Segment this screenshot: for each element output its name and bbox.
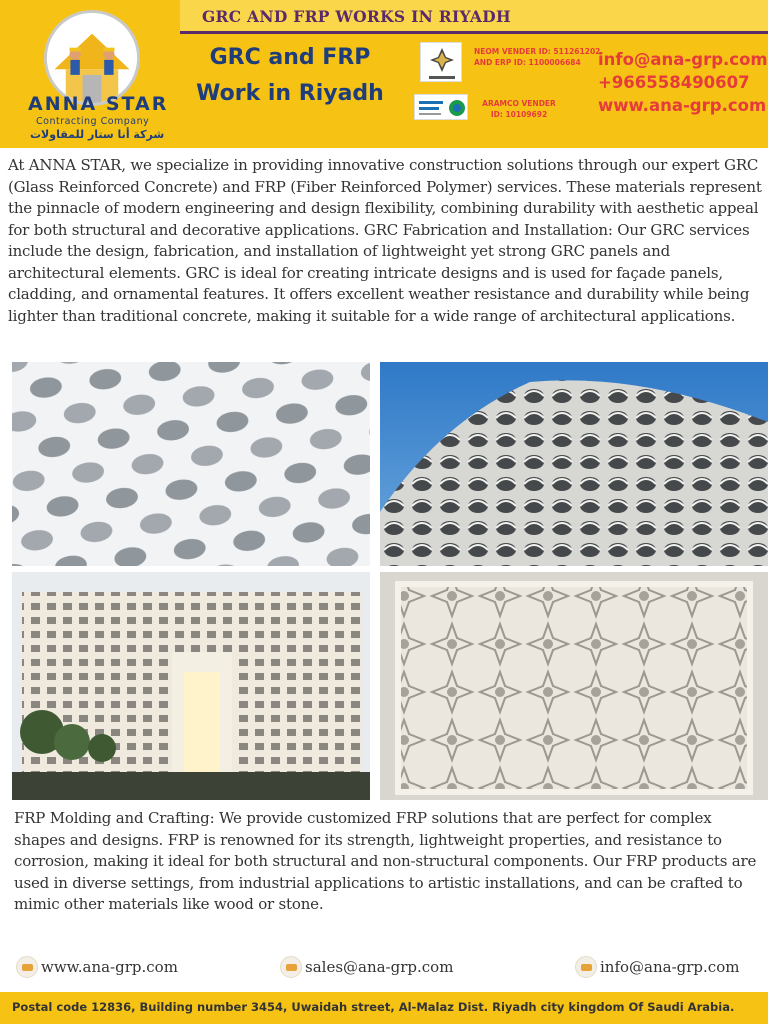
footer-bar — [0, 992, 768, 1024]
footer-sales-email-text: sales@ana-grp.com — [305, 958, 454, 976]
grc-screen-wall-photo — [12, 572, 370, 800]
neom-logo — [420, 42, 462, 82]
grc-dome-facade-photo — [380, 362, 768, 566]
aramco-logo — [414, 94, 468, 120]
logo-arabic-name: شركة أنا ستار للمقاولات — [30, 128, 165, 141]
aramco-vendor-line-2: ID: 10109692 — [490, 110, 548, 119]
frp-paragraph: FRP Molding and Crafting: We provide customized FRP solutions that are perfect for complex shapes and designs. FRP is renowned for its strength, lightweight properties, and resistance to corrosion, making it ideal for both structural and non-structural components. Our FRP products are used in diverse settings, from industrial applications to artistic installations, and can be crafted to mimic other materials like wood or stone. — [14, 809, 757, 913]
aramco-vendor-line-1: ARAMCO VENDER — [482, 99, 556, 108]
footer-info-email-text: info@ana-grp.com — [600, 958, 740, 976]
footer-info-email[interactable] — [575, 956, 739, 978]
footer-sales-email[interactable] — [280, 956, 453, 978]
globe-icon — [16, 956, 38, 978]
footer-website-text: www.ana-grp.com — [41, 958, 178, 976]
logo-name: ANNA STAR — [28, 93, 169, 115]
neom-vendor-line-1: NEOM VENDER ID: 511261202 — [474, 47, 601, 56]
neom-vendor-id — [474, 46, 604, 68]
header-phone-link[interactable]: +966558490607 — [598, 73, 750, 92]
header-website-link[interactable]: www.ana-grp.com — [598, 96, 767, 115]
mail-icon — [280, 956, 302, 978]
mail-icon — [575, 956, 597, 978]
aramco-emblem-icon — [415, 95, 469, 121]
top-banner — [180, 0, 768, 34]
company-logo — [44, 10, 140, 106]
neom-vendor-line-2: AND ERP ID: 1100006684 — [474, 58, 581, 67]
logo-subtitle: Contracting Company — [36, 116, 150, 127]
workers-illustration-icon — [47, 13, 137, 103]
neom-emblem-icon — [421, 43, 463, 83]
aramco-vendor-id — [474, 98, 564, 120]
footer-website[interactable] — [16, 956, 178, 978]
grc-geometric-panel-photo — [380, 572, 768, 800]
title-line-1: GRC and FRP — [209, 45, 371, 70]
header-email-link[interactable]: info@ana-grp.com — [598, 50, 768, 69]
header-contacts — [598, 48, 768, 117]
banner-underline — [180, 31, 768, 34]
footer-address: Postal code 12836, Building number 3454, Uwaidah street, Al-Malaz Dist. Riyadh city kingdom Of Saudi Arabia. — [12, 1000, 735, 1014]
page-title — [190, 40, 390, 112]
intro-paragraph: At ANNA STAR, we specialize in providing innovative construction solutions through our expert GRC (Glass Reinforced Concrete) and FRP (Fiber Reinforced Polymer) services. These materials represent the pinnacle of modern engineering and design flexibility, combining durability with aesthetic appeal for both structural and decorative applications. GRC Fabrication and Installation: Our GRC services include the design, fabrication, and installation of lightweight yet strong GRC panels and architectural elements. GRC is ideal for creating intricate designs and is used for façade panels, cladding, and ornamental features. It offers excellent weather resistance and durability while being lighter than traditional concrete, making it suitable for a wide range of architectural applications. — [8, 156, 762, 325]
title-line-2: Work in Riyadh — [196, 81, 384, 106]
banner-title: GRC AND FRP WORKS IN RIYADH — [202, 7, 511, 26]
grc-wave-lattice-photo — [12, 362, 370, 566]
header — [0, 0, 768, 148]
